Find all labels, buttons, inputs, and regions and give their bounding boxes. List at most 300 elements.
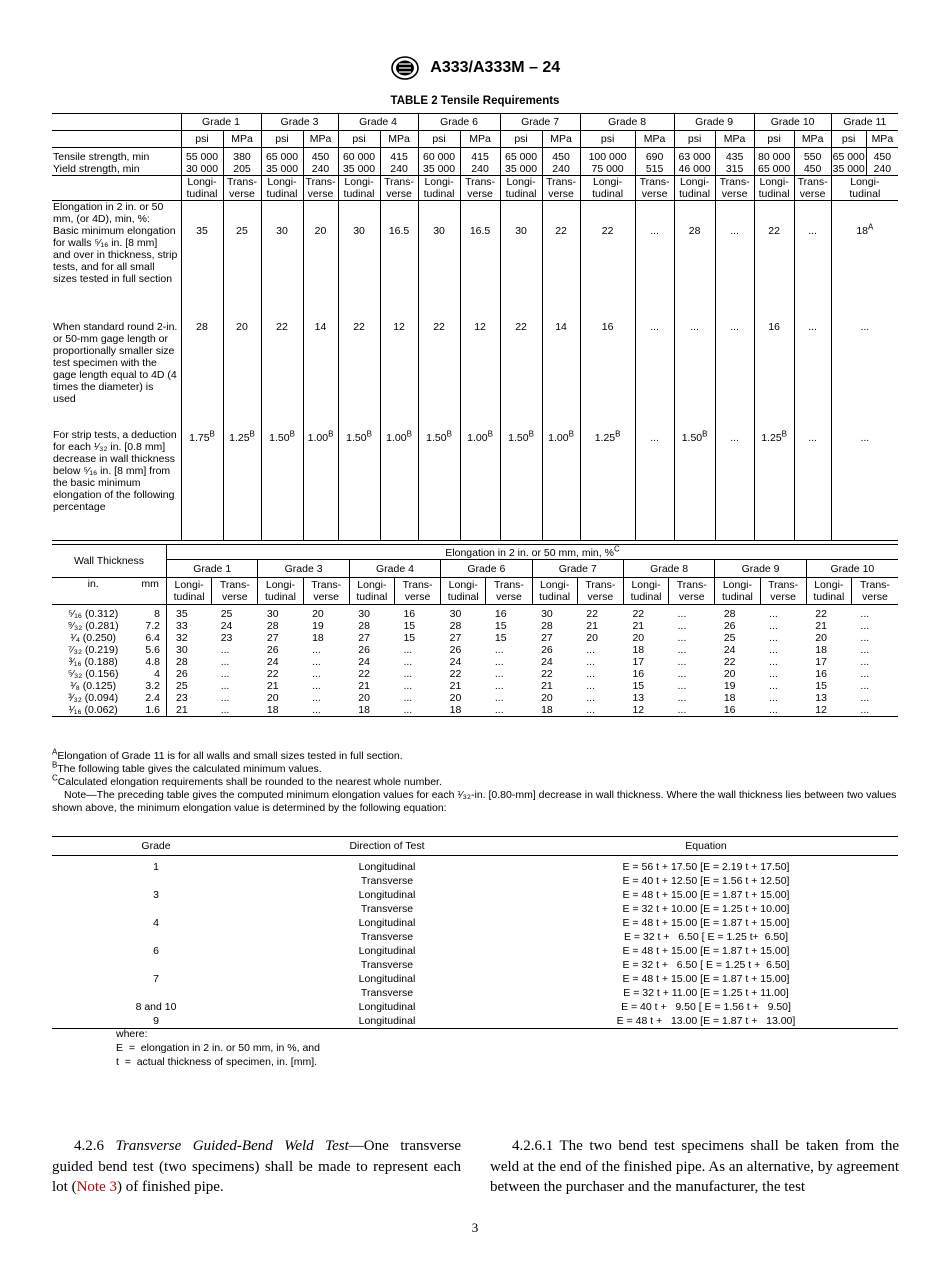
table-2-title: TABLE 2 Tensile Requirements — [390, 95, 560, 107]
strength-values — [542, 148, 580, 176]
equation-direction: Transverse — [360, 931, 414, 943]
elongation-cell: 22 — [266, 668, 279, 680]
elongation-value: 12 — [380, 321, 418, 429]
unit-mpa: MPa — [715, 131, 754, 148]
elongation-value: 30 — [418, 201, 460, 321]
elongation-value: ... — [715, 429, 754, 541]
footnote-marker: B — [406, 429, 412, 438]
direction-label: Longi- tudinal — [181, 176, 223, 201]
transverse-header: Trans- verse — [669, 578, 715, 605]
direction-label: Trans- verse — [223, 176, 261, 201]
elongation-cell: ... — [586, 656, 596, 668]
yield-value: 35 000 — [422, 163, 456, 175]
transverse-header: Trans- verse — [577, 578, 623, 605]
elongation-value: 20 — [303, 201, 338, 321]
definition-t: t = actual thickness of specimen, in. [mm]. — [116, 1056, 318, 1068]
elongation-cell: ... — [760, 704, 806, 717]
direction-label: Trans- verse — [715, 176, 754, 201]
elongation-value: $18^A$ — [831, 201, 898, 321]
elongation-value: ... — [715, 201, 754, 321]
elongation-cell: ... — [494, 656, 504, 668]
elongation-heading: Elongation in 2 in. or 50 mm, (or 4D), min, %: — [53, 201, 164, 225]
strength-values — [635, 148, 674, 176]
elongation-cell: 20 — [358, 692, 370, 704]
equation-grade — [52, 874, 260, 888]
footnote-marker: B — [209, 429, 215, 438]
elongation-cell: 12 — [806, 704, 851, 717]
elongation-cell: 22 — [586, 608, 598, 620]
t3-grade-header: Grade 7 — [532, 560, 623, 578]
longitudinal-header: Longi- tudinal — [167, 578, 212, 605]
elongation-cell: 18 — [312, 632, 324, 644]
transverse-header: Trans- verse — [851, 578, 898, 605]
elongation-cell: 25 — [220, 608, 233, 620]
elongation-label-round — [52, 321, 181, 429]
note-3-link[interactable]: Note 3 — [76, 1179, 118, 1195]
section-4-2-6-1: 4.2.6.1 The two bend test specimens shall be taken from the weld at the end of the finished pipe. As an alternative, by agreement between the purchaser and the manufacturer, the test — [490, 1138, 899, 1195]
t3-grade-header: Grade 10 — [806, 560, 898, 578]
elongation-cell: 27 — [358, 632, 370, 644]
strength-values — [500, 148, 542, 176]
equation-formula: E = 40 t + 12.50 [E = 1.56 t + 12.50] — [622, 875, 790, 887]
elongation-row-round — [52, 321, 898, 429]
elongation-cell: ... — [403, 644, 413, 656]
elongation-value: ... — [794, 321, 831, 429]
equation-direction: Longitudinal — [260, 1014, 514, 1029]
elongation-value: 16.5 — [460, 201, 500, 321]
equation-grade: 8 and 10 — [135, 1001, 177, 1013]
elongation-cell: 20 — [632, 632, 645, 644]
elongation-value: 28 — [181, 321, 223, 429]
wall-mm: 8 — [154, 608, 160, 620]
t3-grade-header: Grade 4 — [349, 560, 440, 578]
elongation-value: 25 — [223, 201, 261, 321]
longitudinal-header: Longi- tudinal — [623, 578, 668, 605]
elongation-cell: 26 — [358, 644, 370, 656]
elongation-cell: 32 — [167, 632, 212, 644]
equation-row — [52, 1000, 898, 1014]
footnote-marker: B — [328, 429, 334, 438]
wall-in: ⁵⁄₁₆ (0.312) — [68, 608, 119, 620]
astm-logo-icon — [390, 56, 420, 80]
elongation-cell: 26 — [167, 668, 212, 680]
elongation-cell: 24 — [220, 620, 233, 632]
equation-row — [52, 902, 898, 916]
equation-row — [52, 958, 898, 972]
table-footnotes — [52, 747, 900, 815]
elongation-value: ... — [831, 321, 898, 429]
elongation-cell: 24 — [266, 656, 279, 668]
elongation-cell: 21 — [266, 680, 279, 692]
equation-direction: Longitudinal — [358, 973, 416, 985]
elongation-row-strip — [52, 429, 898, 541]
elongation-cell: 21 — [449, 680, 462, 692]
tensile-value: 80 000 — [758, 151, 791, 163]
elongation-value: 22 — [500, 321, 542, 429]
elongation-cell: ... — [212, 704, 258, 717]
elongation-cell: ... — [494, 668, 504, 680]
elongation-value: $1.25^B$ — [580, 429, 635, 541]
elongation-value: 22 — [338, 321, 380, 429]
wall-mm: 5.6 — [145, 644, 160, 656]
elongation-cell: ... — [860, 644, 870, 656]
elongation-cell: ... — [769, 668, 778, 680]
elongation-cell: ... — [851, 704, 898, 717]
longitudinal-header: Longi- tudinal — [806, 578, 851, 605]
elongation-cell: ... — [769, 620, 778, 632]
elongation-cell: 15 — [815, 680, 827, 692]
elongation-cell: 16 — [632, 668, 645, 680]
transverse-header: Trans- verse — [212, 578, 258, 605]
elongation-cell: ... — [486, 704, 532, 717]
elongation-cell: ... — [403, 668, 413, 680]
yield-value: 46 000 — [678, 163, 711, 175]
yield-value: 240 — [390, 163, 408, 175]
unit-psi: psi — [754, 131, 794, 148]
elongation-cell: 28 — [167, 656, 212, 668]
elongation-cell: 20 — [723, 668, 736, 680]
elongation-cell: 25 — [167, 680, 212, 692]
elongation-cell: 17 — [815, 656, 827, 668]
standard-designation: A333/A333M – 24 — [430, 59, 561, 76]
elongation-cell: 35 — [167, 605, 212, 621]
wall-in: ⁵⁄₃₂ (0.156) — [67, 668, 119, 680]
yield-value: 35 000 — [832, 163, 865, 175]
strength-values — [831, 148, 866, 176]
direction-label: Trans- verse — [794, 176, 831, 201]
in-header: in. — [52, 578, 134, 605]
elongation-value: ... — [674, 321, 715, 429]
elongation-cell: ... — [677, 620, 687, 632]
elongation-cell: 27 — [266, 632, 279, 644]
elongation-header: Elongation in 2 in. or 50 mm, min, %$^C$ — [167, 545, 899, 560]
elongation-value: $1.25^B$ — [223, 429, 261, 541]
elongation-cell: 28 — [449, 620, 462, 632]
strength-values — [261, 148, 303, 176]
elongation-cell: 24 — [723, 644, 736, 656]
unit-row — [52, 131, 898, 148]
yield-value: 240 — [552, 163, 570, 175]
elongation-cell: ... — [586, 692, 596, 704]
elongation-cell: 22 — [723, 656, 736, 668]
elongation-value: 16 — [580, 321, 635, 429]
elongation-cell: 15 — [403, 620, 416, 632]
equation-formula: E = 48 t + 15.00 [E = 1.87 t + 15.00] — [622, 945, 790, 957]
elongation-cell: 20 — [266, 692, 279, 704]
equation-grade — [52, 958, 260, 972]
elongation-cell: 21 — [815, 620, 827, 632]
tensile-value: 65 000 — [505, 151, 538, 163]
equation-formula: E = 48 t + 15.00 [E = 1.87 t + 15.00] — [622, 973, 790, 985]
equation-row — [52, 856, 898, 875]
yield-value: 240 — [311, 163, 330, 175]
direction-label: Longi- tudinal — [580, 176, 635, 201]
elongation-cell: ... — [860, 692, 870, 704]
unit-mpa: MPa — [866, 131, 898, 148]
equation-header-grade: Grade — [52, 837, 260, 856]
elongation-cell: 15 — [403, 632, 416, 644]
grade-header-row — [52, 114, 898, 131]
elongation-text: For strip tests, a deduction for each ¹⁄₃₂ in. [0.8 mm] decrease in wall thickness below ⁵⁄₁₆ in. [8 mm] from the basic minimum elongation of the following percentage — [53, 428, 177, 513]
elongation-cell: ... — [677, 692, 687, 704]
wall-in: ³⁄₃₂ (0.094) — [68, 692, 119, 704]
elongation-value: $1.50^B$ — [500, 429, 542, 541]
elongation-cell: 21 — [358, 680, 370, 692]
tensile-value: 690 — [645, 151, 664, 163]
elongation-cell: ... — [677, 668, 687, 680]
elongation-cell: ... — [403, 680, 413, 692]
tensile-value: 60 000 — [422, 151, 456, 163]
elongation-cell: ... — [577, 704, 623, 717]
yield-value: 75 000 — [591, 163, 624, 175]
wall-in: ⁹⁄₃₂ (0.281) — [67, 620, 119, 632]
footnote-marker: A — [868, 222, 874, 232]
elongation-cell: ... — [220, 644, 230, 656]
elongation-value: 28 — [674, 201, 715, 321]
elongation-value: 22 — [418, 321, 460, 429]
equation-grade — [52, 902, 260, 916]
elongation-value: $1.00^B$ — [303, 429, 338, 541]
t3-data-row — [52, 680, 898, 692]
tensile-value: 435 — [725, 151, 744, 163]
unit-psi: psi — [418, 131, 460, 148]
elongation-label-basic — [52, 201, 181, 321]
equation-direction: Longitudinal — [358, 861, 416, 873]
strength-values — [380, 148, 418, 176]
elongation-cell: 23 — [220, 632, 233, 644]
elongation-cell: ... — [394, 704, 440, 717]
elongation-cell: ... — [403, 692, 413, 704]
elongation-cell: ... — [860, 656, 870, 668]
equation-row — [52, 874, 898, 888]
elongation-cell: ... — [769, 632, 778, 644]
elongation-cell: 30 — [449, 608, 462, 620]
footnote-b: $^B$The following table gives the calculated minimum values. — [52, 760, 322, 775]
equation-formula: E = 32 t + 10.00 [E = 1.25 t + 10.00] — [622, 903, 790, 915]
elongation-value: $1.50^B$ — [418, 429, 460, 541]
longitudinal-header: Longi- tudinal — [349, 578, 394, 605]
yield-value: 240 — [471, 163, 489, 175]
tensile-requirements-table — [52, 113, 898, 541]
yield-value: 515 — [645, 163, 664, 175]
equation-formula: E = 32 t + 11.00 [E = 1.25 t + 11.00] — [623, 987, 789, 999]
elongation-value: ... — [635, 429, 674, 541]
elongation-value: ... — [715, 321, 754, 429]
direction-label: Trans- verse — [635, 176, 674, 201]
elongation-value: 35 — [181, 201, 223, 321]
elongation-value: ... — [635, 321, 674, 429]
elongation-value: 16.5 — [380, 201, 418, 321]
transverse-header: Trans- verse — [760, 578, 806, 605]
equation-definitions — [116, 1027, 320, 1069]
equation-grade: 3 — [153, 889, 159, 901]
tensile-value: 65 000 — [832, 151, 865, 163]
tensile-value: 550 — [803, 151, 822, 163]
grade-header: Grade 10 — [754, 114, 831, 131]
equation-formula: E = 32 t + 6.50 [ E = 1.25 t + 6.50] — [622, 959, 790, 971]
transverse-header: Trans- verse — [303, 578, 349, 605]
footnote-marker: C — [613, 544, 620, 554]
yield-value: 30 000 — [185, 163, 219, 175]
elongation-value: ... — [794, 429, 831, 541]
equation-direction: Transverse — [360, 959, 414, 971]
elongation-value: 30 — [500, 201, 542, 321]
elongation-value: 12 — [460, 321, 500, 429]
yield-label: Yield strength, min — [53, 163, 140, 175]
t3-data-row — [52, 668, 898, 680]
unit-mpa: MPa — [303, 131, 338, 148]
tensile-value: 65 000 — [265, 151, 299, 163]
elongation-label-strip — [52, 429, 181, 541]
page-number: 3 — [471, 1220, 479, 1235]
t3-grade-row — [52, 560, 898, 578]
equation-direction: Transverse — [360, 987, 414, 999]
strength-values — [754, 148, 794, 176]
equation-formula: E = 48 t + 15.00 [E = 1.87 t + 15.00] — [622, 889, 790, 901]
unit-psi: psi — [338, 131, 380, 148]
tensile-value: 60 000 — [342, 151, 376, 163]
footnote-a: $^A$Elongation of Grade 11 is for all walls and small sizes tested in full section. — [52, 747, 403, 762]
elongation-cell: 18 — [349, 704, 394, 717]
transverse-header: Trans- verse — [394, 578, 440, 605]
elongation-cell: 28 — [723, 608, 736, 620]
elongation-value: $1.25^B$ — [754, 429, 794, 541]
t3-data-row — [52, 692, 898, 704]
grade-header: Grade 6 — [418, 114, 500, 131]
elongation-cell: ... — [677, 680, 687, 692]
elongation-cell: ... — [220, 656, 230, 668]
footnote-marker: B — [249, 429, 255, 438]
elongation-cell: 19 — [312, 620, 324, 632]
elongation-cell: 12 — [623, 704, 668, 717]
elongation-cell: 16 — [815, 668, 827, 680]
wall-mm: 1.6 — [134, 704, 166, 717]
unit-psi: psi — [674, 131, 715, 148]
strength-values — [338, 148, 380, 176]
direction-label: Longi- tudinal — [674, 176, 715, 201]
elongation-cell: 21 — [586, 620, 598, 632]
elongation-value: 22 — [542, 201, 580, 321]
elongation-cell: ... — [860, 680, 870, 692]
equation-row — [52, 972, 898, 986]
elongation-cell: 18 — [815, 644, 827, 656]
t3-data-row — [52, 644, 898, 656]
elongation-value: 20 — [223, 321, 261, 429]
elongation-cell: 22 — [541, 668, 553, 680]
elongation-cell: 20 — [312, 608, 324, 620]
footnote-marker: B — [528, 429, 534, 438]
tensile-value: 63 000 — [678, 151, 711, 163]
elongation-cell: 26 — [541, 644, 553, 656]
equation-direction: Transverse — [360, 903, 414, 915]
footnote-marker: B — [781, 429, 787, 438]
strength-values — [866, 148, 898, 176]
wall-mm: 2.4 — [145, 692, 160, 704]
yield-value: 35 000 — [342, 163, 376, 175]
elongation-cell: 18 — [441, 704, 486, 717]
strength-values — [303, 148, 338, 176]
elongation-cell: ... — [769, 680, 778, 692]
elongation-cell: ... — [860, 620, 870, 632]
elongation-value: 22 — [754, 201, 794, 321]
equation-grade: 6 — [153, 945, 159, 957]
elongation-value: $1.50^B$ — [338, 429, 380, 541]
elongation-cell: 21 — [541, 680, 553, 692]
elongation-cell: ... — [220, 668, 230, 680]
elongation-cell: ... — [312, 668, 321, 680]
unit-psi: psi — [181, 131, 223, 148]
footnote-marker: B — [446, 429, 452, 438]
equation-formula: E = 40 t + 9.50 [ E = 1.56 t + 9.50] — [621, 1001, 791, 1013]
elongation-cell: 18 — [258, 704, 303, 717]
longitudinal-header: Longi- tudinal — [258, 578, 303, 605]
elongation-value: 14 — [303, 321, 338, 429]
elongation-value: $1.50^B$ — [674, 429, 715, 541]
t3-grade-header: Grade 9 — [715, 560, 806, 578]
elongation-cell: 26 — [449, 644, 462, 656]
elongation-cell: ... — [312, 656, 321, 668]
strength-values — [794, 148, 831, 176]
footnote-marker: B — [615, 429, 621, 438]
grade-header: Grade 1 — [181, 114, 261, 131]
elongation-cell: ... — [669, 704, 715, 717]
equation-formula: E = 48 t + 13.00 [E = 1.87 t + 13.00] — [514, 1014, 898, 1029]
elongation-cell: 26 — [723, 620, 736, 632]
elongation-value: 14 — [542, 321, 580, 429]
yield-value: 205 — [233, 163, 251, 175]
equation-row — [52, 944, 898, 958]
elongation-text: Basic minimum elongation for walls ⁵⁄₁₆ in. [8 mm] and over in thickness, strip tests, and for all small sizes tested in full section — [53, 225, 178, 285]
elongation-value: ... — [794, 201, 831, 321]
direction-label: Longi- tudinal — [831, 176, 898, 201]
t3-data-row — [52, 605, 898, 621]
elongation-cell: 27 — [541, 632, 553, 644]
direction-label: Trans- verse — [380, 176, 418, 201]
elongation-cell: 28 — [541, 620, 553, 632]
where-label: where: — [116, 1028, 148, 1040]
strength-labels — [52, 148, 181, 176]
equation-grade: 9 — [52, 1014, 260, 1029]
equation-formula: E = 32 t + 6.50 [ E = 1.25 t+ 6.50] — [623, 931, 789, 943]
wall-in: ⁷⁄₃₂ (0.219) — [68, 644, 119, 656]
elongation-value: $1.50^B$ — [261, 429, 303, 541]
grade-header: Grade 11 — [831, 114, 898, 131]
unit-mpa: MPa — [794, 131, 831, 148]
elongation-value: $1.00^B$ — [380, 429, 418, 541]
elongation-cell: 16 — [494, 608, 507, 620]
footnote-marker: B — [487, 429, 493, 438]
equation-row — [52, 930, 898, 944]
elongation-cell: 21 — [632, 620, 645, 632]
elongation-value: $1.00^B$ — [460, 429, 500, 541]
longitudinal-header: Longi- tudinal — [715, 578, 760, 605]
direction-label: Trans- verse — [303, 176, 338, 201]
elongation-cell: ... — [677, 608, 687, 620]
elongation-cell: ... — [860, 608, 870, 620]
equation-grade: 1 — [153, 861, 159, 873]
grade-header: Grade 7 — [500, 114, 580, 131]
elongation-cell: 24 — [449, 656, 462, 668]
wall-mm: 7.2 — [145, 620, 160, 632]
strength-row — [52, 148, 898, 176]
elongation-value: ... — [831, 429, 898, 541]
direction-label: Longi- tudinal — [261, 176, 303, 201]
definition-e: E = elongation in 2 in. or 50 mm, in %, and — [116, 1042, 320, 1054]
wall-in: ³⁄₁₆ (0.188) — [68, 656, 118, 668]
elongation-cell: ... — [220, 680, 230, 692]
tensile-value: 450 — [311, 151, 330, 163]
tensile-value: 100 000 — [588, 151, 627, 163]
